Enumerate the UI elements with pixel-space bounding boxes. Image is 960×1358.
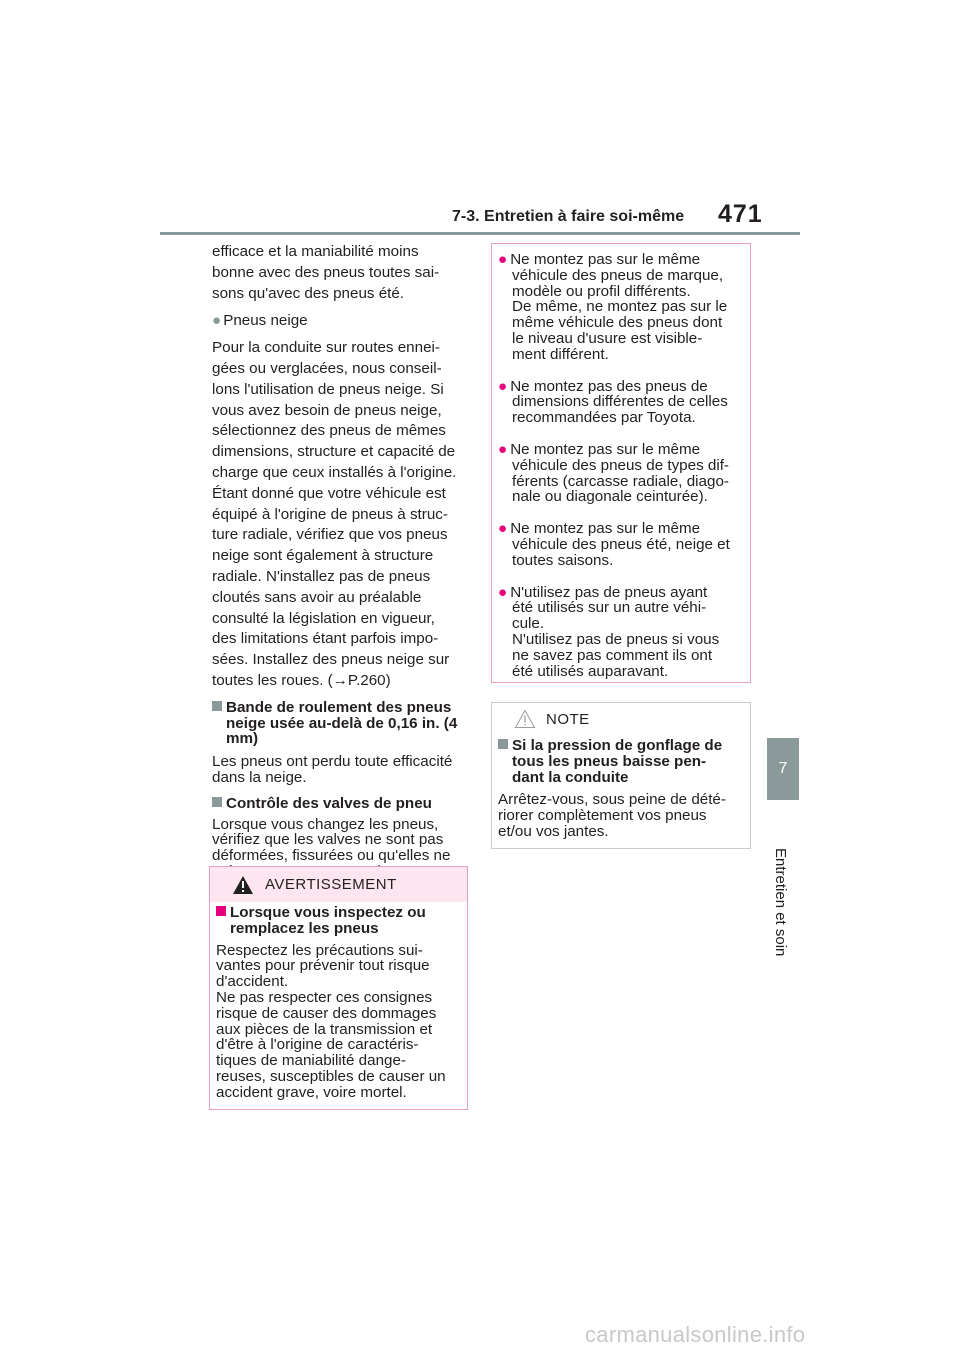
text-line: Ne montez pas sur le même (510, 520, 701, 538)
bullet-dot-icon: ● (498, 377, 508, 395)
heading-text: remplacez les pneus (230, 919, 379, 937)
text-line: véhicule des pneus de marque, (512, 266, 724, 284)
text-line: nale ou diagonale ceinturée). (512, 488, 708, 506)
text-line: N'utilisez pas de pneus si vous (512, 630, 720, 648)
text-line: Ne montez pas sur le même (510, 251, 701, 268)
text-line: vantes pour prévenir tout risque (216, 957, 430, 975)
text-line: férents (carcasse radiale, diago- (512, 472, 729, 490)
text-line: risque de causer des dommages (216, 1004, 437, 1022)
square-bullet-icon (216, 906, 226, 916)
caution-outline-icon (514, 709, 536, 729)
text-line: bonne avec des pneus toutes sai- (212, 263, 440, 281)
text-line: ture radiale, vérifiez que vos pneus (212, 526, 448, 544)
text-line: sées. Installez des pneus neige sur (212, 651, 450, 669)
square-bullet-icon (212, 797, 222, 807)
text-line: déformées, fissurées ou qu'elles ne (212, 847, 451, 865)
list-item (498, 521, 748, 568)
text-line: efficace et la maniabilité moins (212, 243, 419, 260)
text-line: vérifiez que les valves ne sont pas (212, 831, 444, 849)
note-title: NOTE (546, 711, 590, 728)
text-line: modèle ou profil différents. (512, 282, 691, 300)
text-line: radiale. N'installez pas de pneus (212, 567, 431, 585)
text-line: Ne montez pas des pneus de (510, 377, 708, 395)
header-divider (160, 232, 800, 235)
text-line: Les pneus ont perdu toute efficacité (212, 753, 453, 771)
warning-body (216, 905, 466, 1101)
chapter-label-text: Entretien et soin (772, 848, 789, 957)
text-line: recommandées par Toyota. (512, 409, 696, 427)
text-line: dimensions différentes de celles (512, 393, 728, 411)
text-line: De même, ne montez pas sur le (512, 298, 728, 316)
chapter-tab (767, 738, 799, 800)
list-item (498, 252, 748, 363)
snow-tires-paragraph (212, 338, 470, 692)
heading-text: dant la conduite (512, 768, 629, 786)
text-line: d'être à l'origine de caractéris- (216, 1036, 419, 1054)
bullet-dot-icon: ● (498, 440, 508, 458)
heading-text: Lorsque vous inspectez ou (230, 904, 426, 921)
warning-paragraph (216, 943, 466, 1101)
tread-wear-paragraph (212, 754, 470, 786)
heading-text: Si la pression de gonflage de (512, 737, 723, 754)
page-number: 471 (718, 200, 763, 228)
text-line: Lorsque vous changez les pneus, (212, 815, 439, 833)
bullet-dot-icon: ● (498, 520, 508, 538)
warning-continued-body (498, 252, 748, 679)
bullet-dot-icon: ● (498, 251, 508, 268)
text-line: consulté la législation en vigueur, (212, 609, 435, 627)
text-line: ment différent. (512, 345, 609, 363)
warning-continued-box (491, 243, 751, 683)
text-line: gées ou verglacées, nous conseil- (212, 359, 442, 377)
chapter-label (772, 848, 796, 968)
footer-watermark: carmanualsonline.info (585, 1322, 806, 1347)
text-line: cloutés sans avoir au préalable (212, 588, 422, 606)
text-line: charge que ceux installés à l'origine. (212, 463, 457, 481)
text-line: Étant donné que votre véhicule est (212, 484, 446, 502)
text-line: neige sont également à structure (212, 547, 434, 565)
text-line: été utilisés auparavant. (512, 662, 669, 680)
text-line: toutes les roues. (→P.260) (212, 671, 391, 689)
heading-text: mm) (226, 730, 259, 748)
text-line: toutes saisons. (512, 551, 614, 569)
warning-heading (216, 905, 466, 937)
text-line: Respectez les précautions sui- (216, 941, 423, 959)
list-item (498, 379, 748, 426)
text-line: été utilisés sur un autre véhi- (512, 599, 707, 617)
text-line: accident grave, voire mortel. (216, 1083, 407, 1101)
text-line: vous avez besoin de pneus neige, (212, 401, 442, 419)
text-line: cule. (512, 615, 545, 633)
text-line: sélectionnez des pneus de mêmes (212, 422, 446, 440)
text-line: même véhicule des pneus dont (512, 314, 723, 332)
text-line: dans la neige. (212, 768, 307, 786)
text-line: d'accident. (216, 973, 289, 991)
warning-title: AVERTISSEMENT (265, 876, 397, 893)
tread-wear-heading (212, 700, 470, 747)
snow-tires-bullet (212, 311, 470, 332)
text-line: Arrêtez-vous, sous peine de dété- (498, 791, 726, 809)
text-line: aux pièces de la transmission et (216, 1020, 433, 1038)
square-bullet-icon (212, 701, 222, 711)
text-line: et/ou vos jantes. (498, 822, 609, 840)
valves-heading (212, 796, 470, 812)
heading-text: tous les pneus baisse pen- (512, 752, 707, 770)
note-heading (498, 738, 748, 785)
text-line: véhicule des pneus été, neige et (512, 535, 730, 553)
text-line: lons l'utilisation de pneus neige. Si (212, 380, 444, 398)
list-item (498, 585, 748, 680)
text-line: le niveau d'usure est visible- (512, 329, 703, 347)
text-line: reuses, susceptibles de causer un (216, 1067, 446, 1085)
text-line: des limitations étant parfois impo- (212, 630, 439, 648)
text-line: dimensions, structure et capacité de (212, 443, 456, 461)
heading-text: neige usée au-delà de 0,16 in. (4 (226, 714, 458, 732)
square-bullet-icon (498, 739, 508, 749)
warning-triangle-icon (232, 875, 254, 895)
text-line: N'utilisez pas de pneus ayant (510, 583, 708, 601)
bullet-dot-icon: ● (498, 583, 508, 601)
chapter-number: 7 (778, 760, 788, 777)
text-line: Pour la conduite sur routes ennei- (212, 339, 440, 357)
note-body (498, 738, 748, 840)
note-paragraph (498, 792, 748, 839)
text-line: tiques de maniabilité dange- (216, 1052, 406, 1070)
heading-text: Bande de roulement des pneus (226, 698, 452, 716)
text-line: Ne montez pas sur le même (510, 440, 701, 458)
intro-paragraph (212, 242, 470, 304)
text-line: véhicule des pneus de types dif- (512, 456, 729, 474)
text-line: Ne pas respecter ces consignes (216, 988, 433, 1006)
note-box (491, 702, 751, 849)
note-header (492, 703, 750, 733)
text-line: riorer complètement vos pneus (498, 807, 707, 825)
text-line: sons qu'avec des pneus été. (212, 284, 405, 302)
bullet-label: Pneus neige (223, 312, 308, 330)
text-line: ne savez pas comment ils ont (512, 646, 713, 664)
heading-text: Contrôle des valves de pneu (226, 794, 432, 812)
section-title: 7-3. Entretien à faire soi-même (452, 208, 685, 225)
text-line: équipé à l'origine de pneus à struc- (212, 505, 448, 523)
left-column (212, 242, 470, 880)
bullet-dot-icon: ● (212, 312, 222, 330)
warning-box (209, 866, 468, 1110)
warning-header (210, 867, 467, 902)
list-item (498, 442, 748, 505)
